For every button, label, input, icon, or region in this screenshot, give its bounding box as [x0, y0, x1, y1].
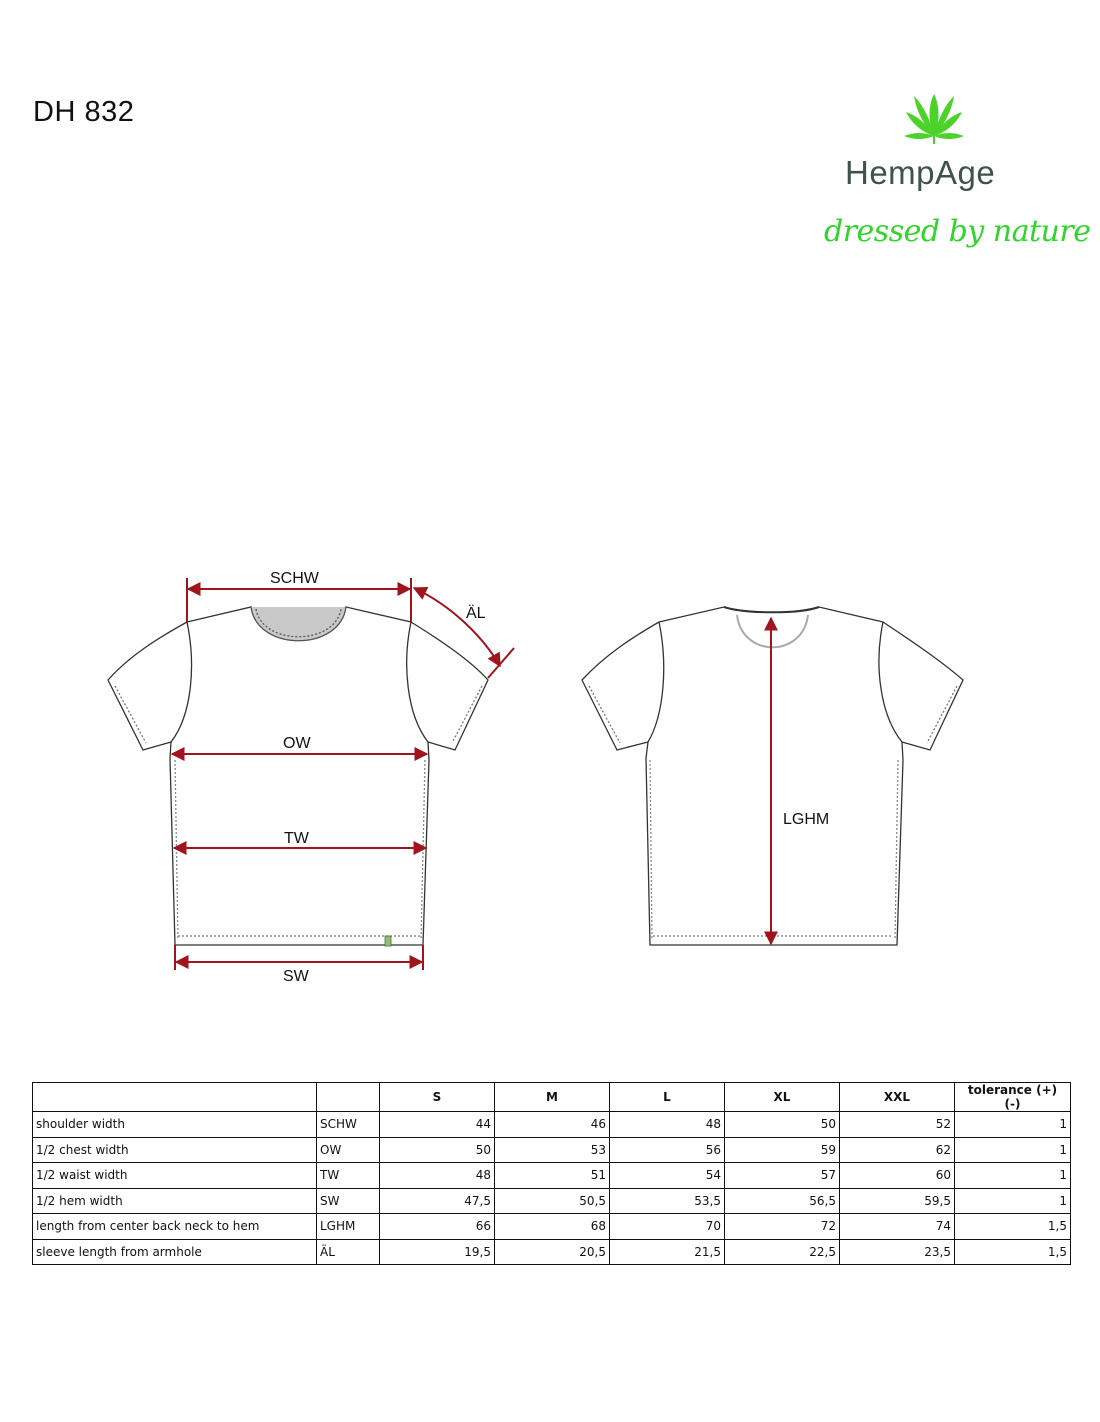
header-size-s: S — [380, 1083, 495, 1112]
value-cell: 68 — [495, 1214, 610, 1240]
measurement-label: 1/2 hem width — [33, 1188, 317, 1214]
value-cell: 46 — [495, 1112, 610, 1138]
value-cell: 74 — [840, 1214, 955, 1240]
value-cell: 53,5 — [610, 1188, 725, 1214]
value-cell: 62 — [840, 1137, 955, 1163]
hemp-leaf-icon — [902, 92, 966, 144]
measurement-label: length from center back neck to hem — [33, 1214, 317, 1240]
table-row — [33, 1214, 1071, 1240]
tolerance-cell: 1 — [955, 1112, 1071, 1138]
header-size-l: L — [610, 1083, 725, 1112]
table-row — [33, 1112, 1071, 1138]
measurement-label: shoulder width — [33, 1112, 317, 1138]
value-cell: 60 — [840, 1163, 955, 1189]
value-cell: 50 — [725, 1112, 840, 1138]
schw-label: SCHW — [270, 570, 319, 587]
value-cell: 59,5 — [840, 1188, 955, 1214]
value-cell: 44 — [380, 1112, 495, 1138]
al-label: ÄL — [466, 605, 486, 622]
brand-logo — [820, 92, 1091, 272]
measurement-abbr: LGHM — [317, 1214, 380, 1240]
measurement-label: 1/2 waist width — [33, 1163, 317, 1189]
value-cell: 59 — [725, 1137, 840, 1163]
sw-label: SW — [283, 968, 309, 985]
header-size-m: M — [495, 1083, 610, 1112]
table-row — [33, 1188, 1071, 1214]
value-cell: 23,5 — [840, 1239, 955, 1265]
measurement-label: 1/2 chest width — [33, 1137, 317, 1163]
header-cell — [317, 1083, 380, 1112]
value-cell: 50,5 — [495, 1188, 610, 1214]
front-tshirt-illustration — [108, 607, 488, 946]
value-cell: 72 — [725, 1214, 840, 1240]
measurement-abbr: TW — [317, 1163, 380, 1189]
lghm-label: LGHM — [783, 811, 830, 828]
header-size-xxl: XXL — [840, 1083, 955, 1112]
measurement-abbr: SCHW — [317, 1112, 380, 1138]
value-cell: 48 — [610, 1112, 725, 1138]
value-cell: 54 — [610, 1163, 725, 1189]
tolerance-cell: 1 — [955, 1188, 1071, 1214]
header-tolerance: tolerance (+) (-) — [955, 1083, 1071, 1112]
garment-measurement-diagram — [0, 560, 1100, 1000]
size-chart-table — [32, 1082, 1071, 1265]
measurement-abbr: ÄL — [317, 1239, 380, 1265]
back-tshirt-illustration — [582, 607, 963, 945]
tolerance-cell: 1 — [955, 1163, 1071, 1189]
value-cell: 56,5 — [725, 1188, 840, 1214]
value-cell: 66 — [380, 1214, 495, 1240]
brand-name: HempAge — [845, 154, 996, 191]
brand-tagline: dressed by nature — [824, 214, 1091, 249]
value-cell: 21,5 — [610, 1239, 725, 1265]
measurement-abbr: OW — [317, 1137, 380, 1163]
tolerance-cell: 1,5 — [955, 1214, 1071, 1240]
header-size-xl: XL — [725, 1083, 840, 1112]
ow-label: OW — [283, 735, 311, 752]
value-cell: 48 — [380, 1163, 495, 1189]
value-cell: 56 — [610, 1137, 725, 1163]
table-row — [33, 1239, 1071, 1265]
value-cell: 19,5 — [380, 1239, 495, 1265]
product-code: DH 832 — [33, 96, 135, 128]
measurement-label: sleeve length from armhole — [33, 1239, 317, 1265]
tw-label: TW — [284, 830, 309, 847]
value-cell: 52 — [840, 1112, 955, 1138]
value-cell: 57 — [725, 1163, 840, 1189]
table-header-row — [33, 1083, 1071, 1112]
header-cell — [33, 1083, 317, 1112]
value-cell: 47,5 — [380, 1188, 495, 1214]
table-row — [33, 1137, 1071, 1163]
value-cell: 22,5 — [725, 1239, 840, 1265]
tolerance-cell: 1,5 — [955, 1239, 1071, 1265]
value-cell: 50 — [380, 1137, 495, 1163]
value-cell: 20,5 — [495, 1239, 610, 1265]
value-cell: 70 — [610, 1214, 725, 1240]
tolerance-cell: 1 — [955, 1137, 1071, 1163]
value-cell: 51 — [495, 1163, 610, 1189]
value-cell: 53 — [495, 1137, 610, 1163]
measurement-abbr: SW — [317, 1188, 380, 1214]
table-row — [33, 1163, 1071, 1189]
